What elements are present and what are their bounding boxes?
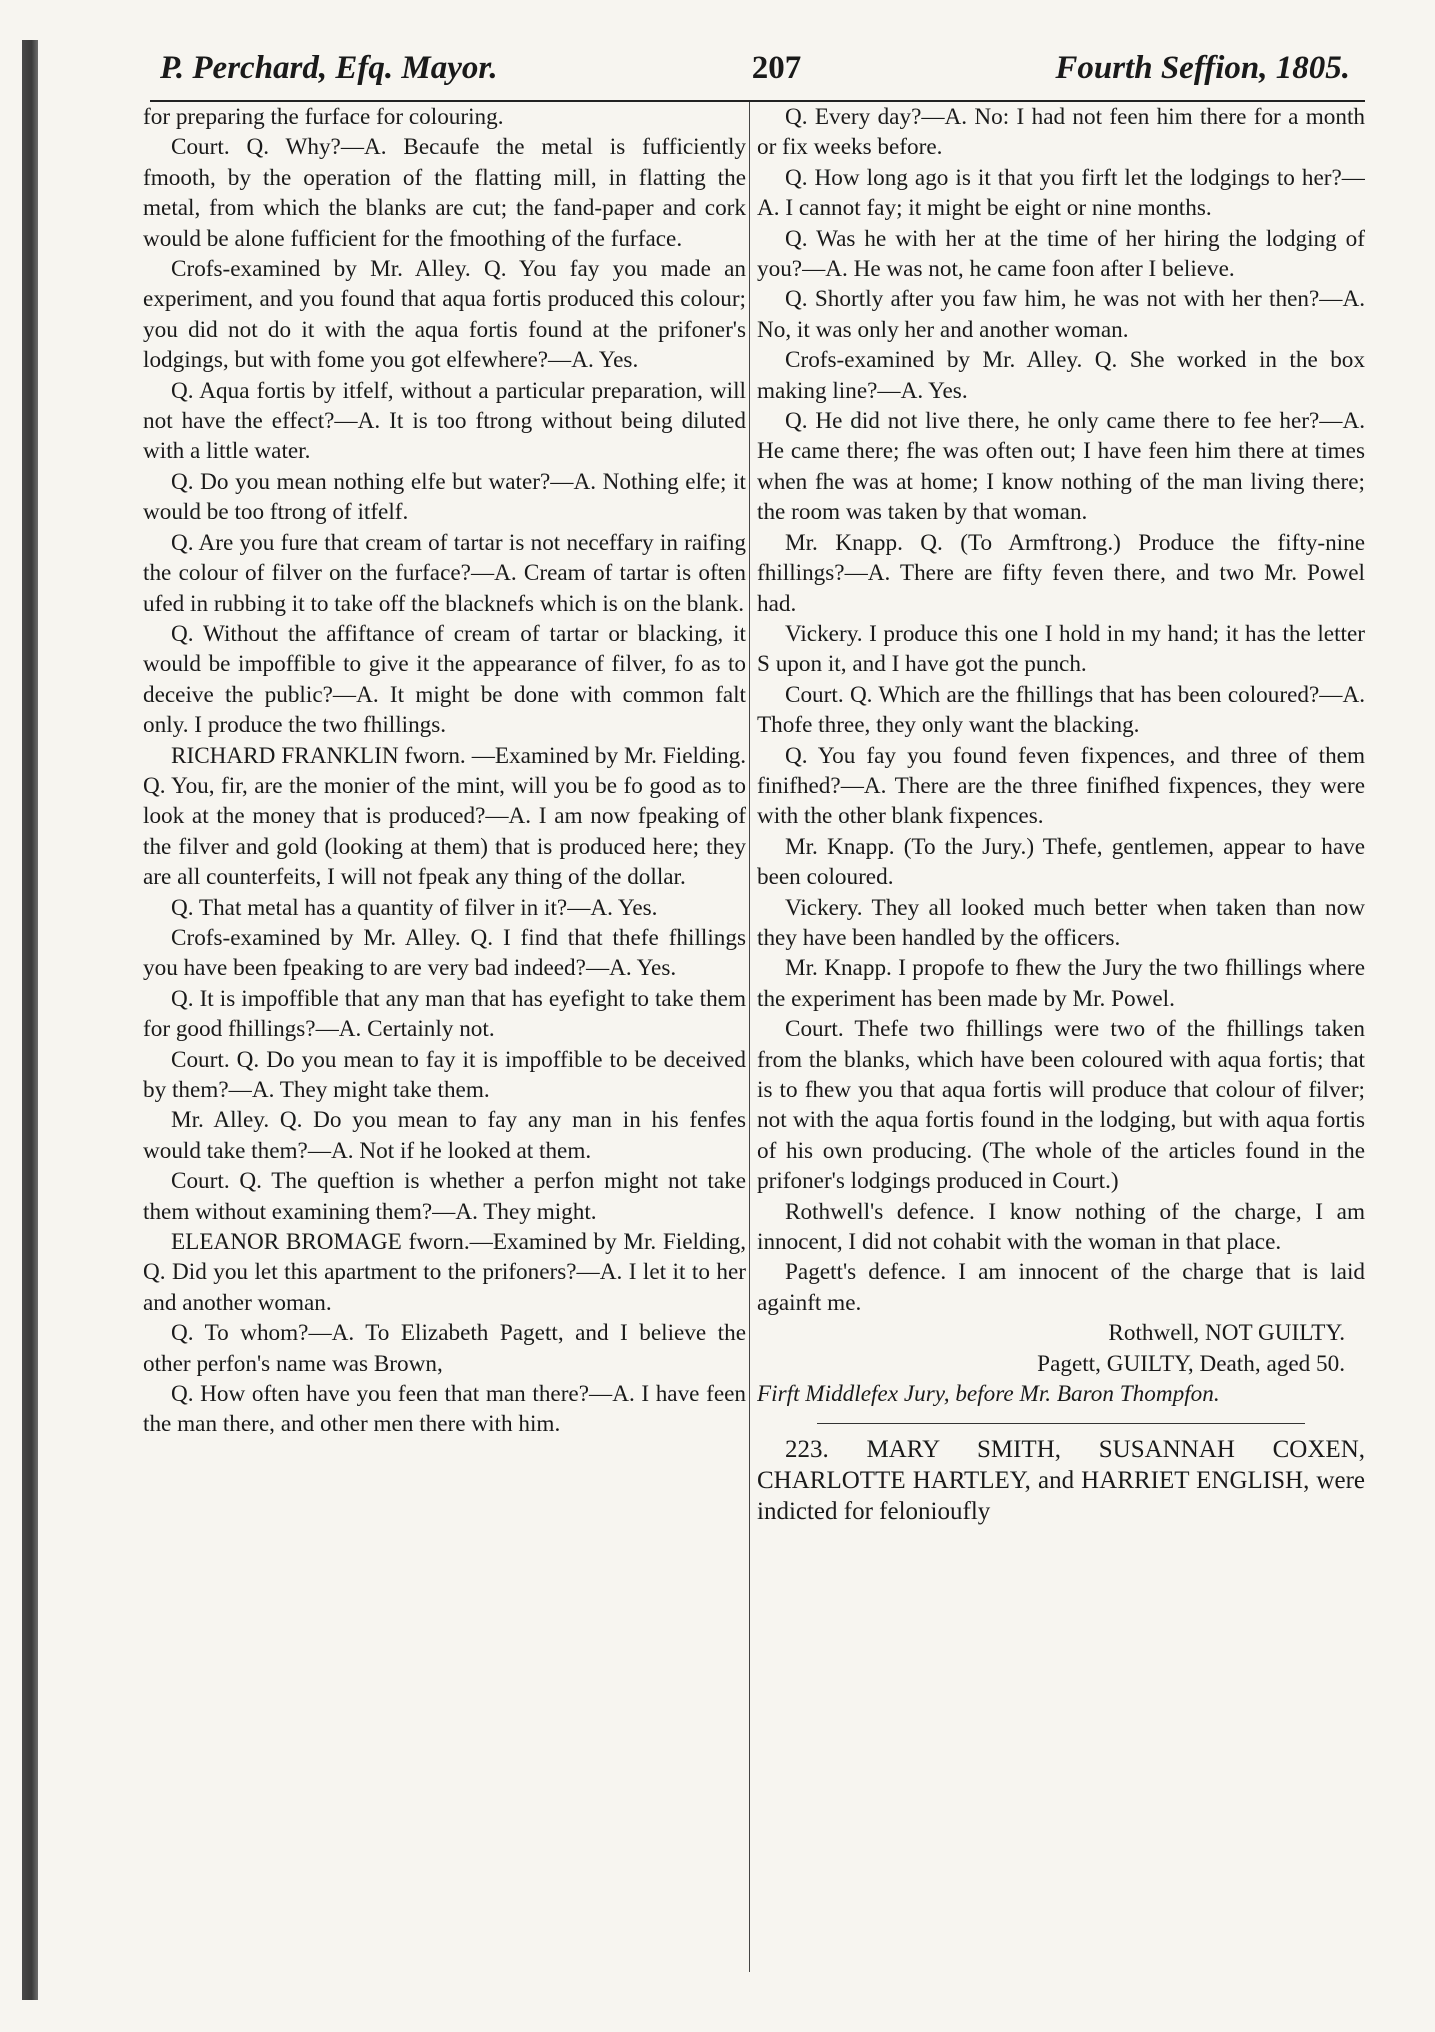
paragraph: Q. Every day?—A. No: I had not feen him there for a month or fix weeks before. xyxy=(757,104,1365,161)
paragraph: Q. How often have you feen that man there?—A. I have feen the man there, and other men there with him. xyxy=(143,1381,746,1438)
header-session: Fourth Seffion, 1805. xyxy=(1055,50,1350,86)
paragraph: Vickery. They all looked much better when taken than now they have been handled by the officers. xyxy=(757,894,1365,951)
verdict-pagett: Pagett, GUILTY, Death, aged 50. xyxy=(1037,1350,1345,1377)
paragraph: Crofs-examined by Mr. Alley. Q. She worked in the box making line?—A. Yes. xyxy=(757,347,1365,404)
running-header xyxy=(160,50,1350,100)
column-divider xyxy=(749,102,750,1972)
left-column xyxy=(143,102,746,1982)
paragraph: Q. How long ago is it that you firft let the lodgings to her?—A. I cannot fay; it might be eight or nine months. xyxy=(757,164,1365,222)
paragraph: Q. Aqua fortis by itfelf, without a particular preparation, will not have the effect?—A. It is too ftrong without being diluted with a little water. xyxy=(143,377,746,465)
paragraph: Mr. Knapp. (To the Jury.) Thefe, gentlemen, appear to have been coloured. xyxy=(757,833,1365,891)
page-number: 207 xyxy=(751,50,802,86)
paragraph: ELEANOR BROMAGE fworn.—Examined by Mr. Fielding, Q. Did you let this apartment to the prifoners?—A. I let it to her and another woman. xyxy=(143,1229,746,1316)
case-rule xyxy=(817,1423,1305,1424)
paragraph: Q. Do you mean nothing elfe but water?—A. Nothing elfe; it would be too ftrong of itfelf. xyxy=(143,468,746,526)
paragraph: Q. Without the affiftance of cream of tartar or blacking, it would be impoffible to give it the appearance of filver, fo as to deceive the public?—A. It might be done with common falt only. I produce the two fhillings. xyxy=(143,620,746,739)
paragraph: Court. Q. Do you mean to fay it is impoffible to be deceived by them?—A. They might take them. xyxy=(143,1046,746,1103)
paragraph: Q. Was he with her at the time of her hiring the lodging of you?—A. He was not, he came foon after I believe. xyxy=(757,225,1365,283)
paragraph: Mr. Alley. Q. Do you mean to fay any man in his fenfes would take them?—A. Not if he looked at them. xyxy=(143,1107,746,1164)
paragraph: Court. Q. Which are the fhillings that has been coloured?—A. Thofe three, they only want the blacking. xyxy=(757,681,1365,739)
paragraph: Q. Are you fure that cream of tartar is not neceffary in raifing the colour of filver on the furface?—A. Cream of tartar is often ufed in rubbing it to take off the blacknefs which is on the blank. xyxy=(143,529,746,617)
paragraph: Q. He did not live there, he only came there to fee her?—A. He came there; fhe was often out; I have feen him there at times when fhe was at home; I know nothing of the man living there; the room was taken by that woman. xyxy=(757,408,1365,526)
paragraph: Rothwell's defence. I know nothing of the charge, I am innocent, I did not cohabit with the woman in that place. xyxy=(757,1198,1365,1256)
right-column xyxy=(757,102,1365,1982)
paragraph: RICHARD FRANKLIN fworn. —Examined by Mr. Fielding. Q. You, fir, are the monier of the mint, will you be fo good as to look at the money that is produced?—A. I am now fpeaking of the filver and gold (looking at them) that is produced here; they are all counterfeits, I will not fpeak any thing of the dollar. xyxy=(143,742,746,891)
paragraph: Crofs-examined by Mr. Alley. Q. I find that thefe fhillings you have been fpeaking to are very bad indeed?—A. Yes. xyxy=(143,924,746,982)
scan-edge xyxy=(22,40,38,2000)
paragraph: Court. Thefe two fhillings were two of the fhillings taken from the blanks, which have been coloured with aqua fortis; that is to fhew you that aqua fortis will produce that colour of filver; not with the aqua fortis found in the lodging, but with aqua fortis of his own producing. (The whole of the articles found in the prifoner's lodgings produced in Court.) xyxy=(757,1016,1365,1195)
paragraph: Vickery. I produce this one I hold in my hand; it has the letter S upon it, and I have got the punch. xyxy=(757,620,1365,678)
paragraph: Q. You fay you found feven fixpences, and three of them finifhed?—A. There are the three finifhed fixpences, they were with the other blank fixpences. xyxy=(757,742,1365,830)
verdict-rothwell: Rothwell, NOT GUILTY. xyxy=(1108,1320,1345,1347)
paragraph: Mr. Knapp. Q. (To Armftrong.) Produce the fifty-nine fhillings?—A. There are fifty feven there, and two Mr. Powel had. xyxy=(757,529,1365,617)
paragraph: Crofs-examined by Mr. Alley. Q. You fay you made an experiment, and you found that aqua fortis produced this colour; you did not do it with the aqua fortis found at the prifoner's lodgings, but with fome you got elfewhere?—A. Yes. xyxy=(143,256,746,374)
paragraph: Pagett's defence. I am innocent of the charge that is laid againft me. xyxy=(757,1259,1365,1316)
paragraph: Q. It is impoffible that any man that has eyefight to take them for good fhillings?—A. Certainly not. xyxy=(143,985,746,1043)
jury-line: Firft Middlefex Jury, before Mr. Baron Thompfon. xyxy=(757,1381,1220,1408)
paragraph: for preparing the furface for colouring. xyxy=(143,104,504,130)
paragraph: Court. Q. The queftion is whether a perfon might not take them without examining them?—A. They might. xyxy=(143,1168,746,1225)
header-mayor: P. Perchard, Efq. Mayor. xyxy=(160,50,498,86)
paragraph: Q. Shortly after you faw him, he was not with her then?—A. No, it was only her and another woman. xyxy=(757,286,1365,343)
paragraph: Q. To whom?—A. To Elizabeth Pagett, and I believe the other perfon's name was Brown, xyxy=(143,1320,746,1377)
paragraph: Court. Q. Why?—A. Becaufe the metal is fufficiently fmooth, by the operation of the flatting mill, in flatting the metal, from which the blanks are cut; the fand-paper and cork would be alone fufficient for the fmoothing of the furface. xyxy=(143,134,746,252)
paragraph: Q. That metal has a quantity of filver in it?—A. Yes. xyxy=(171,894,658,921)
paragraph: Mr. Knapp. I propofe to fhew the Jury the two fhillings where the experiment has been made by Mr. Powel. xyxy=(757,955,1365,1012)
next-case-heading: 223. MARY SMITH, SUSANNAH COXEN, CHARLOTTE HARTLEY, and HARRIET ENGLISH, were indicted for felonioufly xyxy=(757,1436,1365,1526)
